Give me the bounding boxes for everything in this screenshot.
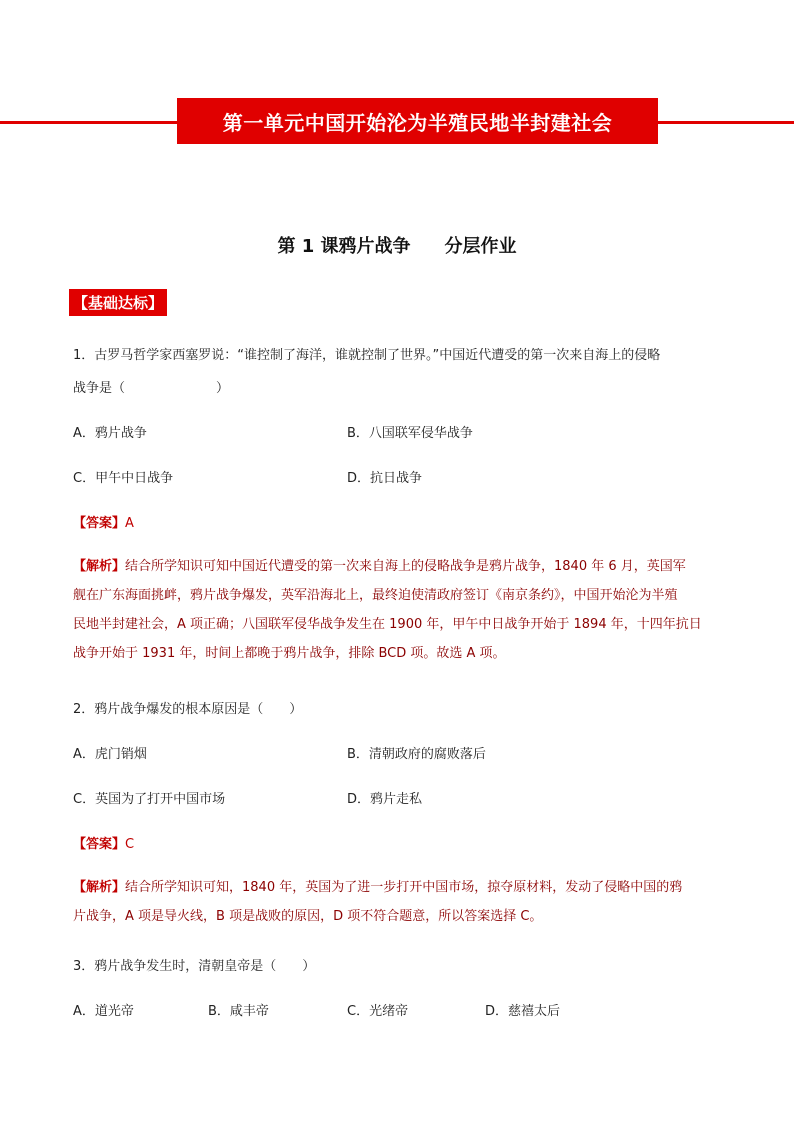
explanation-line: 【解析】结合所学知识可知中国近代遭受的第一次来自海上的侵略战争是鸦片战争，1840 年 6 月，英国军 (73, 559, 686, 574)
unit-title-banner: 第一单元中国开始沦为半殖民地半封建社会 (177, 98, 658, 144)
explanation-line: 【解析】结合所学知识可知，1840 年，英国为了进一步打开中国市场，掠夺原材料，发动了侵略中国的鸦 (73, 880, 683, 895)
explanation-tag: 【解析】 (73, 559, 126, 574)
question-1-option-a: A．鸦片战争 (73, 426, 147, 441)
question-2-option-b: B．清朝政府的腐败落后 (347, 747, 486, 762)
question-1-stem-line1: 1．古罗马哲学家西塞罗说：“谁控制了海洋，谁就控制了世界。”中国近代遭受的第一次来自海上的侵略 (73, 348, 661, 363)
question-1-answer (73, 512, 134, 531)
answer-tag: 【答案】 (73, 516, 126, 531)
question-3-option-c: C．光绪帝 (347, 1004, 409, 1019)
question-1-explanation (73, 552, 725, 668)
answer-tag: 【答案】 (73, 837, 126, 852)
question-3-option-d: D．慈禧太后 (485, 1004, 561, 1019)
explanation-line: 舰在广东海面挑衅，鸦片战争爆发，英军沿海北上，最终迫使清政府签订《南京条约》，中国开始沦为半殖 (73, 588, 678, 603)
question-2-stem: 2．鸦片战争爆发的根本原因是（ ） (73, 702, 303, 717)
question-3-option-a: A．道光帝 (73, 1004, 134, 1019)
question-3-stem: 3．鸦片战争发生时，清朝皇帝是（ ） (73, 959, 316, 974)
section-label: 【基础达标】 (69, 289, 167, 316)
lesson-title (0, 232, 794, 258)
answer-value: A (125, 516, 134, 531)
question-2-option-c: C．英国为了打开中国市场 (73, 792, 226, 807)
explanation-line: 片战争，A 项是导火线，B 项是战败的原因，D 项不符合题意，所以答案选择 C。 (73, 909, 543, 924)
question-1-option-d: D．抗日战争 (347, 471, 423, 486)
explanation-line: 民地半封建社会，A 项正确；八国联军侵华战争发生在 1900 年，甲午中日战争开始于 1894 年，十四年抗日 (73, 617, 702, 632)
question-2-explanation (73, 873, 725, 931)
explanation-tag: 【解析】 (73, 880, 126, 895)
question-1-stem-line2: 战争是（ ） (73, 381, 230, 396)
explanation-line: 战争开始于 1931 年，时间上都晚于鸦片战争，排除 BCD 项。故选 A 项。 (73, 646, 506, 661)
question-2-answer (73, 833, 134, 852)
lesson-name: 第 1 课鸦片战争 (277, 236, 411, 257)
question-3-option-b: B．咸丰帝 (208, 1004, 269, 1019)
question-1-option-b: B．八国联军侵华战争 (347, 426, 473, 441)
question-2-option-a: A．虎门销烟 (73, 747, 147, 762)
question-2-option-d: D．鸦片走私 (347, 792, 423, 807)
lesson-subtitle: 分层作业 (444, 236, 517, 257)
question-1-option-c: C．甲午中日战争 (73, 471, 174, 486)
answer-value: C (125, 837, 135, 852)
